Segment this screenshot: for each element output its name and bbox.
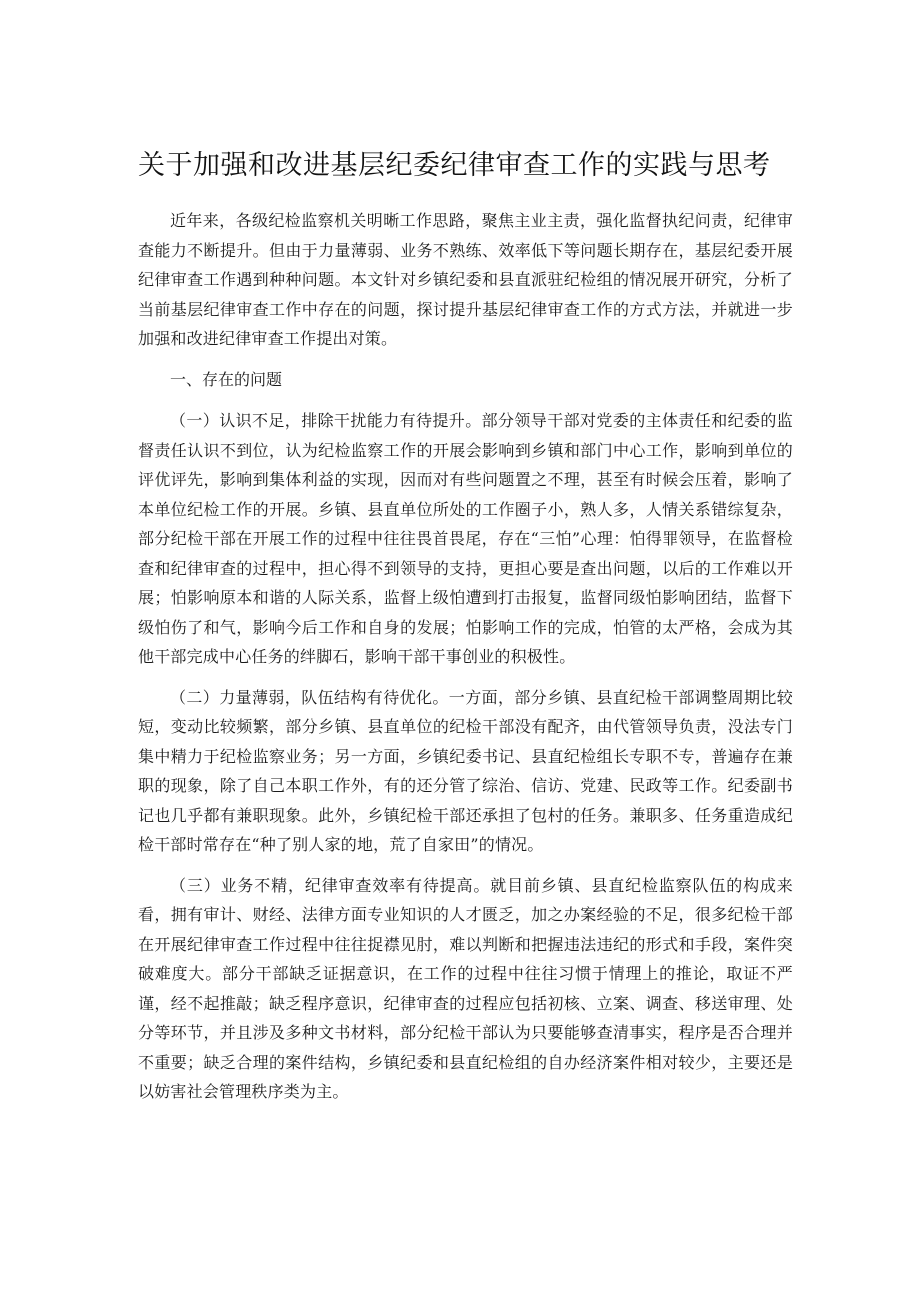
intro-paragraph: 近年来，各级纪检监察机关明晰工作思路，聚焦主业主责，强化监督执纪问责，纪律审查能力不断提升。但由于力量薄弱、业务不熟练、效率低下等问题长期存在，基层纪委开展纪律审查工作遇到种种问题。本文针对乡镇纪委和县直派驻纪检组的情况展开研究，分析了当前基层纪律审查工作中存在的问题，探讨提升基层纪律审查工作的方式方法，并就进一步加强和改进纪律审查工作提出对策。 (138, 211, 793, 348)
document-page (138, 140, 793, 1118)
paragraph-2: （二）力量薄弱，队伍结构有待优化。一方面，部分乡镇、县直纪检干部调整周期比较短，变动比较频繁，部分乡镇、县直单位的纪检干部没有配齐，由代管领导负责，没法专门集中精力于纪检监察业务；另一方面，乡镇纪委书记、县直纪检组长专职不专，普遍存在兼职的现象，除了自己本职工作外，有的还分管了综治、信访、党建、民政等工作。纪委副书记也几乎都有兼职现象。此外，乡镇纪检干部还承担了包村的任务。兼职多、任务重造成纪检干部时常存在“种了别人家的地，荒了自家田”的情况。 (138, 687, 793, 854)
paragraph-3: （三）业务不精，纪律审查效率有待提高。就目前乡镇、县直纪检监察队伍的构成来看，拥有审计、财经、法律方面专业知识的人才匮乏，加之办案经验的不足，很多纪检干部在开展纪律审查工作过程中往往捉襟见肘，难以判断和把握违法违纪的形式和手段，案件突破难度大。部分干部缺乏证据意识，在工作的过程中往往习惯于情理上的推论，取证不严谨，经不起推敲；缺乏程序意识，纪律审查的过程应包括初核、立案、调查、移送审理、处分等环节，并且涉及多种文书材料，部分纪检干部认为只要能够查清事实，程序是否合理并不重要；缺乏合理的案件结构，乡镇纪委和县直纪检组的自办经济案件相对较少，主要还是以妨害社会管理秩序类为主。 (138, 875, 793, 1101)
section-heading: 一、存在的问题 (170, 369, 283, 389)
document-title: 关于加强和改进基层纪委纪律审查工作的实践与思考 (138, 150, 771, 181)
paragraph-1: （一）认识不足，排除干扰能力有待提升。部分领导干部对党委的主体责任和纪委的监督责任认识不到位，认为纪检监察工作的开展会影响到乡镇和部门中心工作，影响到单位的评优评先，影响到集体利益的实现，因而对有些问题置之不理，甚至有时候会压着，影响了本单位纪检工作的开展。乡镇、县直单位所处的工作圈子小，熟人多，人情关系错综复杂，部分纪检干部在开展工作的过程中往往畏首畏尾，存在“三怕”心理：怕得罪领导，在监督检查和纪律审查的过程中，担心得不到领导的支持，更担心要是查出问题，以后的工作难以开展；怕影响原本和谐的人际关系，监督上级怕遭到打击报复，监督同级怕影响团结，监督下级怕伤了和气，影响今后工作和自身的发展；怕影响工作的完成，怕管的太严格，会成为其他干部完成中心任务的绊脚石，影响干部干事创业的积极性。 (138, 411, 793, 666)
